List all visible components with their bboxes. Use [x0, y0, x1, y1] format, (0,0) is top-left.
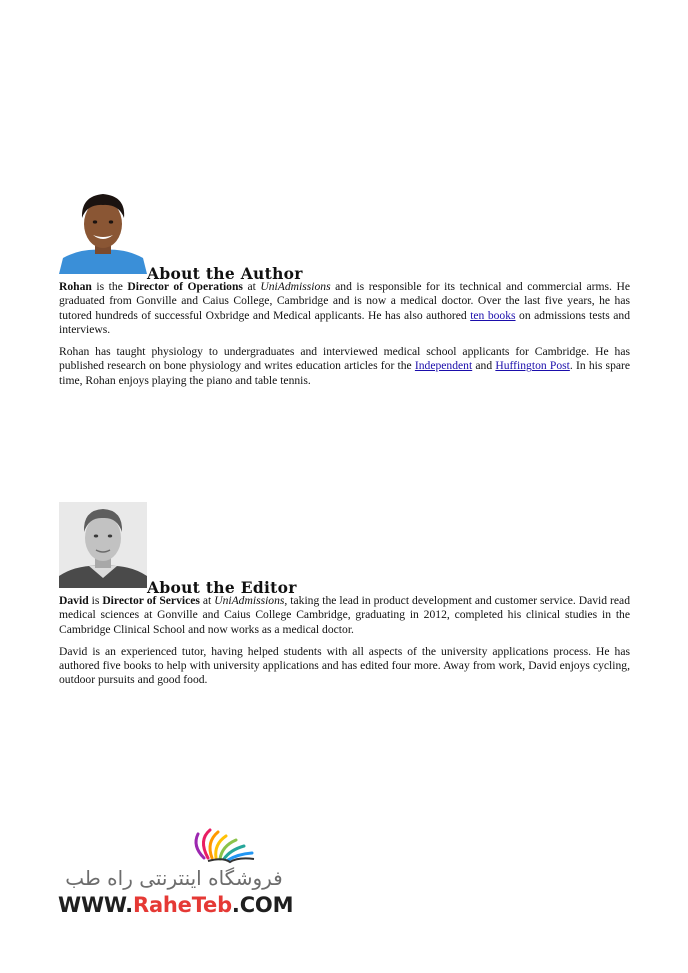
editor-p1-text-1: is: [88, 594, 103, 607]
editor-section: [59, 502, 630, 696]
author-p1-text-4: on admissions tests and interviews.: [59, 308, 630, 336]
editor-photo: [59, 502, 147, 588]
logo-url-prefix: WWW.: [58, 893, 133, 917]
logo-url-brand: RaheTeb: [132, 893, 232, 917]
editor-heading-row: [59, 502, 630, 597]
editor-role: Director of Services: [102, 594, 200, 607]
author-section: [59, 188, 630, 396]
author-p1-text-2: at: [242, 280, 261, 293]
author-paragraph-1: [59, 280, 630, 337]
logo-url-suffix: .COM: [231, 893, 294, 917]
editor-name: David: [59, 594, 89, 607]
editor-p1-text-2: at: [199, 594, 215, 607]
author-heading-row: [59, 188, 630, 283]
author-company: UniAdmissions: [260, 280, 331, 293]
book-rainbow-icon: [58, 826, 290, 866]
independent-link[interactable]: Independent: [414, 359, 473, 373]
huffington-post-link[interactable]: Huffington Post: [495, 359, 570, 373]
author-p2-text-3: . In his spare time, Rohan enjoys playing the piano and table tennis.: [59, 359, 631, 387]
author-role: Director of Operations: [127, 280, 243, 293]
logo-url: [58, 893, 294, 917]
editor-company: UniAdmissions: [214, 594, 285, 607]
raheteb-logo: [58, 826, 294, 922]
author-p2-text-1: Rohan has taught physiology to undergraduates and interviewed medical school applicants for Cambridge. He has published research on bone physiology and writes education articles for the: [59, 345, 630, 373]
editor-p1-text-3: , taking the lead in product development and customer service. David read medical sciences at Gonville and Caius College Cambridge, graduating in 2012, completed his clinical studies in the Cambridge Clinical School and now works as a medical doctor.: [59, 594, 630, 636]
editor-paragraph-1: [59, 594, 630, 637]
author-p2-text-2: and: [472, 359, 496, 373]
author-p1-text-1: is the: [91, 280, 128, 293]
logo-persian-text: فروشگاه اینترنتی راه طب: [65, 866, 283, 890]
author-name: Rohan: [59, 280, 92, 293]
author-p1-text-3: and is responsible for its technical and commercial arms. He graduated from Gonville and Caius College, Cambridge and is now a medical doctor. Over the last five years, he has tutored hundreds of successful Oxbridge and Medical applicants. He has also authored: [59, 280, 630, 322]
editor-paragraph-2: David is an experienced tutor, having helped students with all aspects of the university applications process. He has authored five books to help with university applications and has edited four more. Away from work, David enjoys cycling, outdoor pursuits and good food.: [59, 644, 630, 687]
author-photo: [59, 188, 147, 274]
ten-books-link[interactable]: ten books: [470, 308, 516, 322]
author-paragraph-2: [59, 345, 630, 388]
editor-heading: About the Editor: [147, 578, 297, 597]
author-heading: About the Author: [147, 264, 303, 283]
